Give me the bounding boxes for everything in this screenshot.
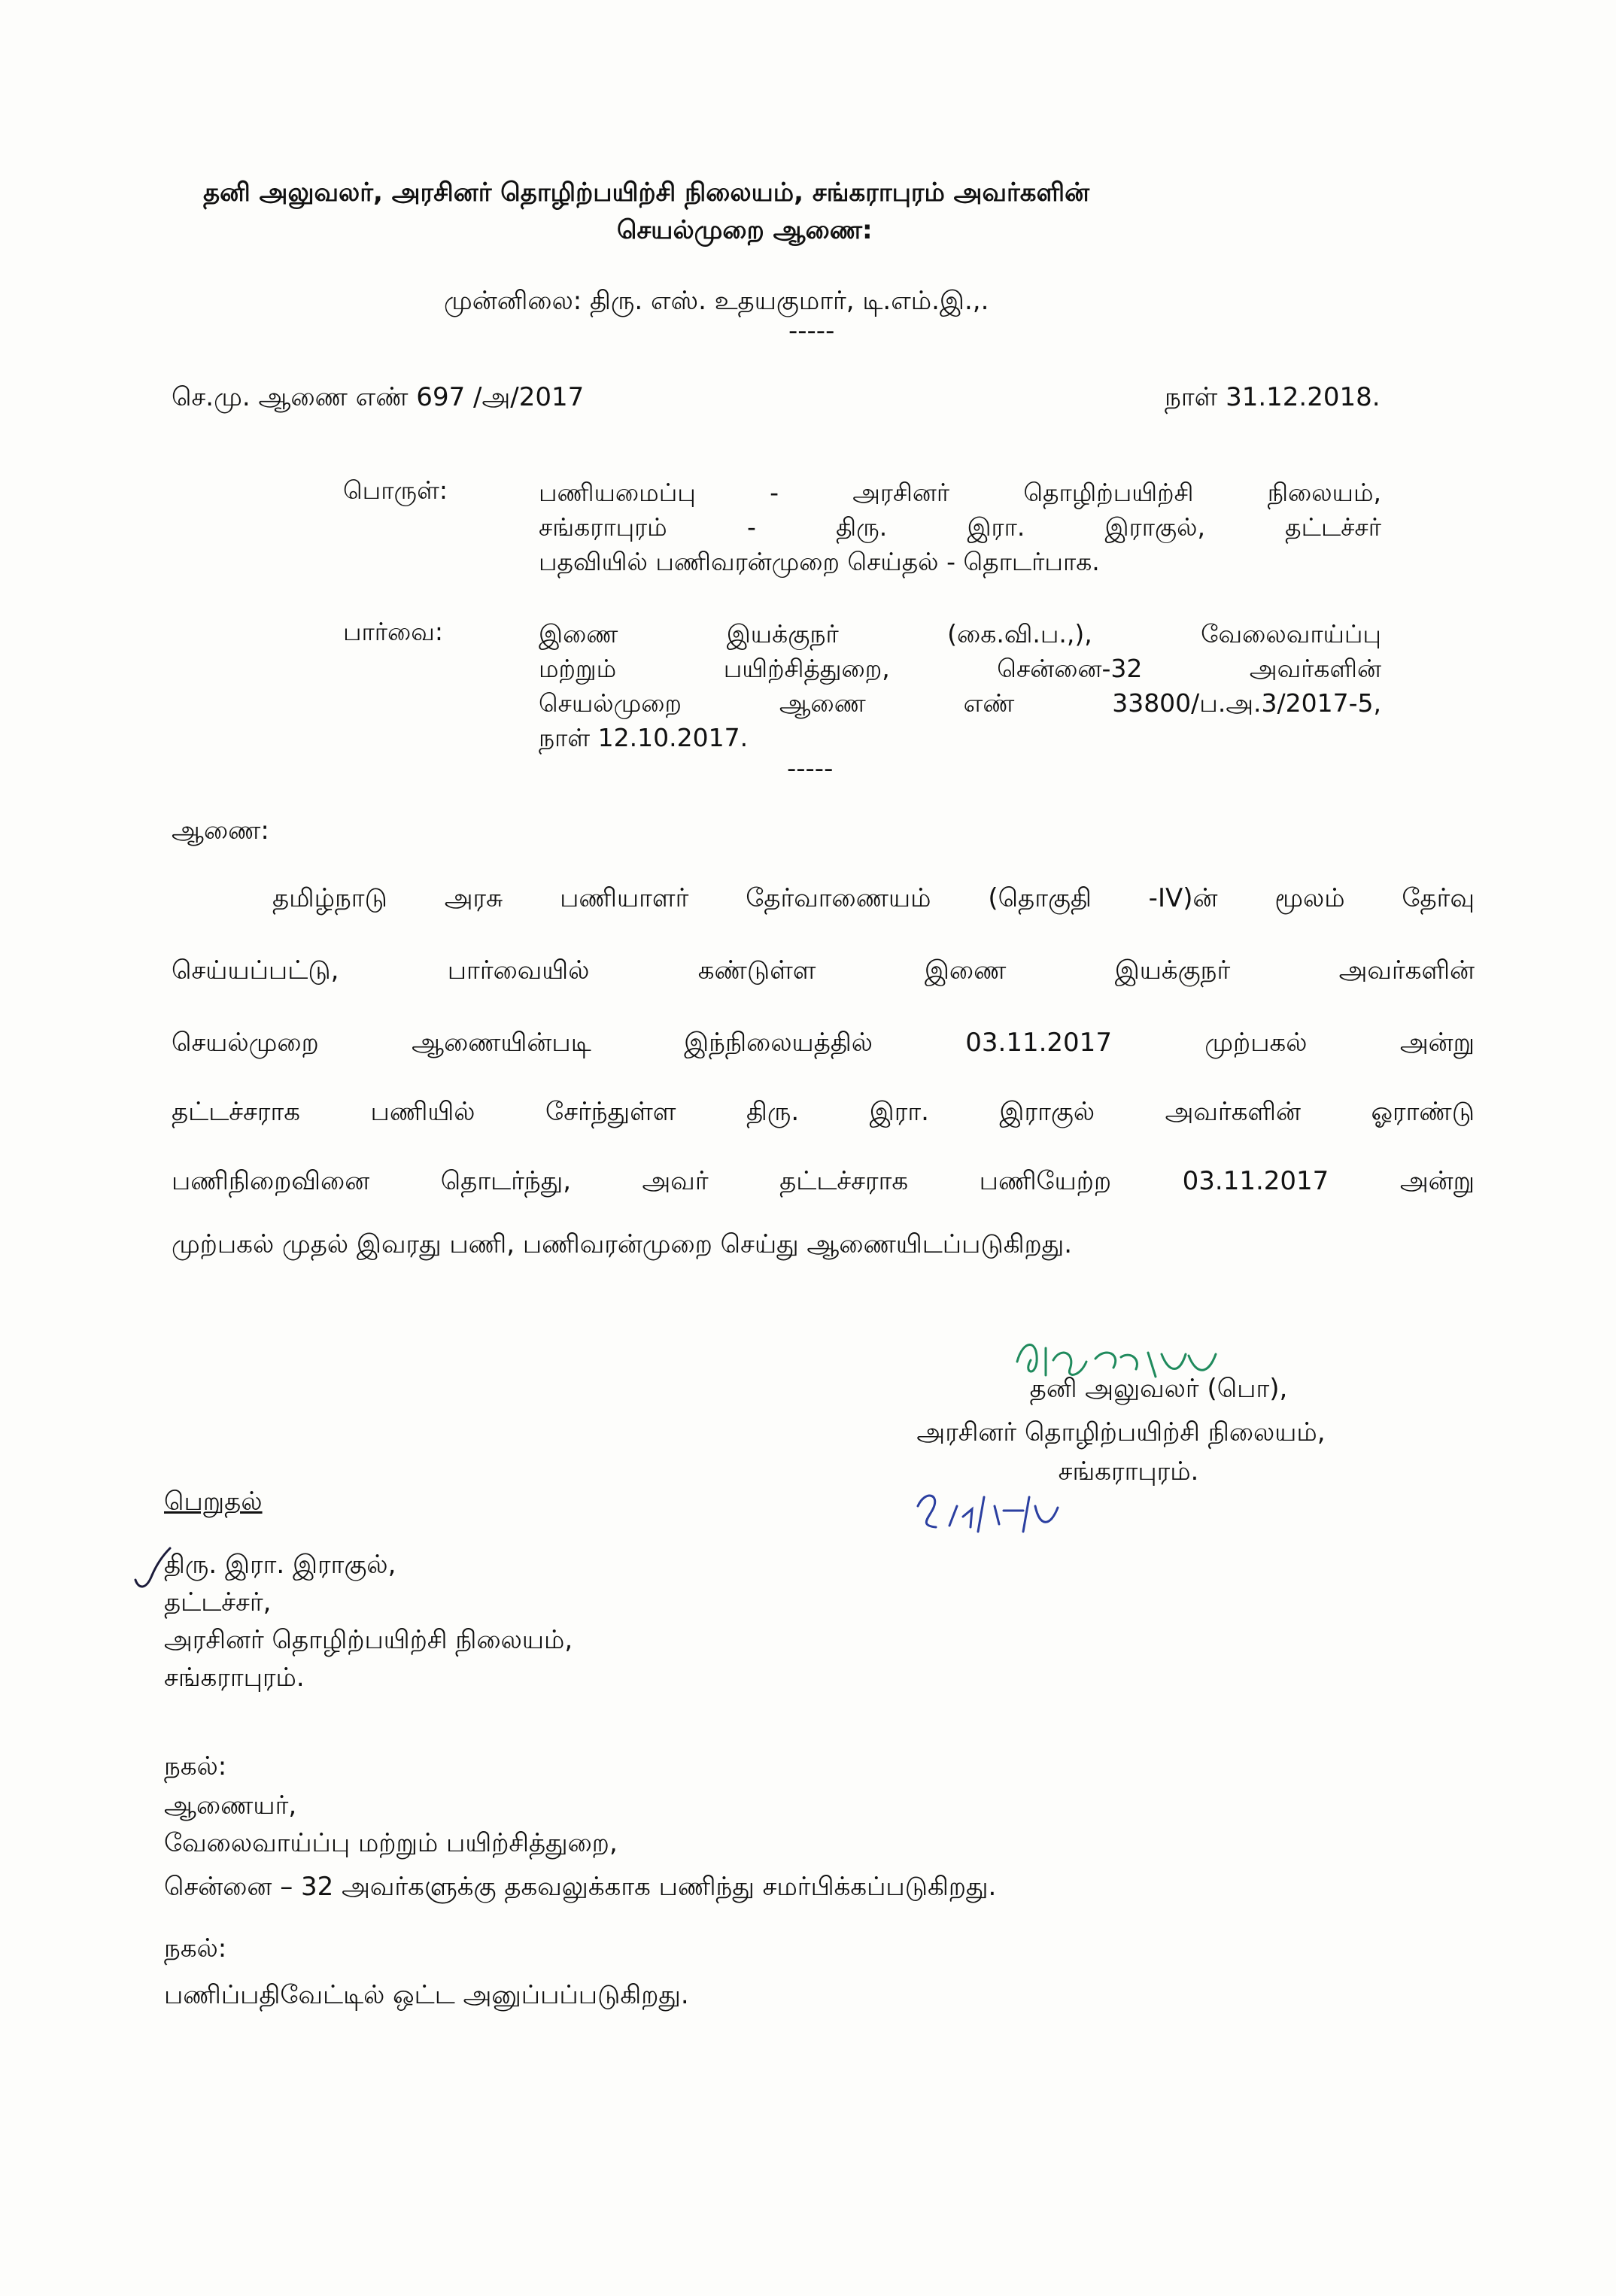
body-line: பணிநிறைவினை தொடர்ந்து, அவர் தட்டச்சராக பணியேற்ற 03.11.2017 அன்று [172,1166,1475,1196]
copy1-heading: நகல்: [164,1751,227,1781]
body-line: செய்யப்பட்டு, பார்வையில் கண்டுள்ள இணை இயக்குநர் அவர்களின் [172,955,1475,986]
copy1-line: ஆணையர், [164,1790,297,1821]
reference-line: மற்றும் பயிற்சித்துறை, சென்னை-32 அவர்களின் [539,654,1381,683]
subject-text [539,475,1381,579]
signatory-line-3: சங்கராபுரம். [1058,1456,1199,1487]
reference-line: இணை இயக்குநர் (கை.வி.ப.,), வேலைவாய்ப்பு [539,619,1381,648]
signatory-line-2: அரசினர் தொழிற்பயிற்சி நிலையம், [916,1417,1326,1447]
reference-line: நாள் 12.10.2017. [539,723,749,752]
body-line: தமிழ்நாடு அரசு பணியாளர் தேர்வாணையம் (தொகுதி -IV)ன் மூலம் தேர்வு [272,883,1475,913]
reference-line: செயல்முறை ஆணை எண் 33800/ப.அ.3/2017-5, [539,688,1381,718]
body-line: முற்பகல் முதல் இவரது பணி, பணிவரன்முறை செய்து ஆணையிடப்படுகிறது. [172,1229,1073,1259]
subject-line: பணியமைப்பு - அரசினர் தொழிற்பயிற்சி நிலையம், [539,478,1381,507]
recipient-heading: பெறுதல் [164,1487,263,1517]
recipient-line: திரு. இரா. இராகுல், [164,1550,396,1580]
copy1-line: வேலைவாய்ப்பு மற்றும் பயிற்சித்துறை, [164,1828,618,1858]
subject-line: சங்கராபுரம் - திரு. இரா. இராகுல், தட்டச்சர் [539,512,1381,542]
reference-divider: ----- [787,754,834,784]
header-line-1: தனி அலுவலர், அரசினர் தொழிற்பயிற்சி நிலையம், சங்கராபுரம் அவர்களின் [203,178,1090,208]
copy2-line: பணிப்பதிவேட்டில் ஒட்ட அனுப்பப்படுகிறது. [164,1980,689,2010]
recipient-line: தட்டச்சர், [164,1587,272,1617]
subject-label: பொருள்: [343,475,448,505]
recipient-line: அரசினர் தொழிற்பயிற்சி நிலையம், [164,1625,573,1655]
signatory-line-1: தனி அலுவலர் (பொ), [1029,1374,1288,1404]
body-line: செயல்முறை ஆணையின்படி இந்நிலையத்தில் 03.11.2017 முற்பகல் அன்று [172,1028,1475,1058]
order-heading: ஆணை: [172,815,269,846]
order-number: செ.மு. ஆணை எண் 697 /அ/2017 [172,382,585,412]
presence-line: முன்னிலை: திரு. எஸ். உதயகுமார், டி.எம்.இ.,. [444,286,989,316]
recipient-line: சங்கராபுரம். [164,1663,305,1693]
header-line-2: செயல்முறை ஆணை: [617,215,873,245]
header-divider: ----- [788,316,835,346]
subject-line: பதவியில் பணிவரன்முறை செய்தல் - தொடர்பாக. [539,547,1100,576]
order-date: நாள் 31.12.2018. [1165,382,1381,412]
initials-signature-mark [910,1484,1068,1544]
copy2-heading: நகல்: [164,1933,227,1963]
reference-label: பார்வை: [343,617,443,646]
copy1-line: சென்னை – 32 அவர்களுக்கு தகவலுக்காக பணிந்து சமர்பிக்கப்படுகிறது. [164,1872,997,1902]
reference-text [539,617,1381,755]
body-line: தட்டச்சராக பணியில் சேர்ந்துள்ள திரு. இரா. இராகுல் அவர்களின் ஓராண்டு [172,1097,1475,1127]
